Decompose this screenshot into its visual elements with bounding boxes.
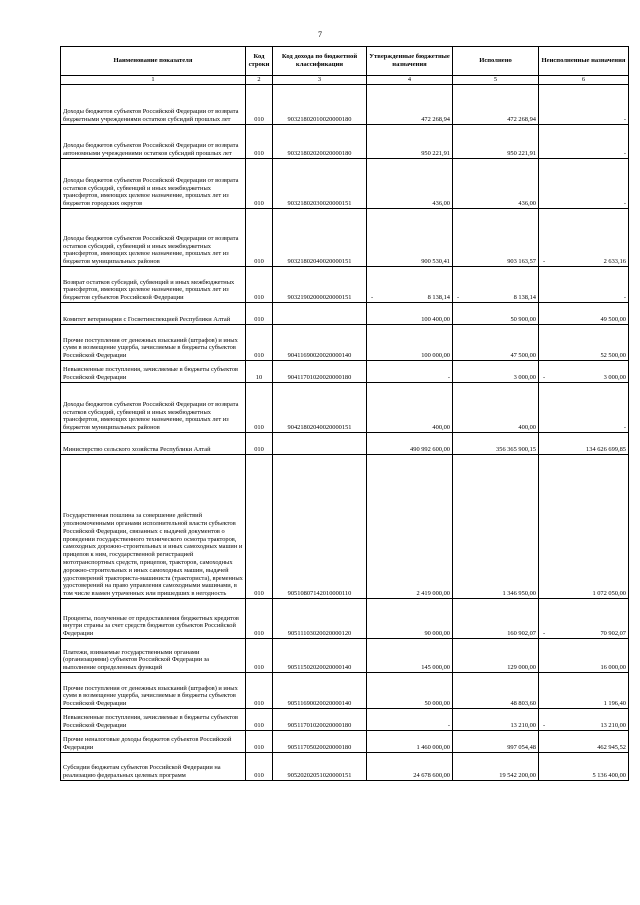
income-report-table <box>60 46 629 781</box>
column-number: 2 <box>246 76 273 85</box>
approved-amount <box>367 673 453 709</box>
indicator-name-value: Комитет ветеринарии с Госветинспекцией Республики Алтай <box>63 316 231 324</box>
indicator-name-value: Возврат остатков субсидий, субвенций и иных межбюджетных трансфертов, имеющих целевое назначение, прошлых лет из бюджетов субъектов Российской Федерации <box>63 278 235 302</box>
indicator-name <box>61 753 246 781</box>
header-income-code: Код дохода по бюджетной классификации <box>273 47 367 76</box>
executed-amount <box>453 85 539 125</box>
table-row <box>61 753 629 781</box>
line-code-value: 010 <box>254 590 264 598</box>
income-code <box>273 753 367 781</box>
unexecuted-amount-value: 5 136 400,00 <box>592 772 626 780</box>
line-code <box>246 361 273 383</box>
income-code <box>273 383 367 433</box>
approved-amount-value: 400,00 <box>432 424 450 432</box>
executed-amount-value: 50 900,00 <box>510 316 536 324</box>
unexecuted-amount <box>539 325 629 361</box>
executed-amount-value: 48 803,60 <box>510 700 536 708</box>
line-code <box>246 303 273 325</box>
table-row <box>61 599 629 639</box>
approved-amount <box>367 361 453 383</box>
indicator-name <box>61 709 246 731</box>
line-code <box>246 267 273 303</box>
income-code-value: 90321802040020000151 <box>287 258 352 266</box>
indicator-name <box>61 731 246 753</box>
indicator-name-value: Платежи, взимаемые государственными органами (организациями) субъектов Российской Федерации за выполнение определенных функций <box>63 648 210 672</box>
line-code <box>246 85 273 125</box>
approved-amount-value: 950 221,91 <box>421 150 450 158</box>
executed-amount-value: 3 000,00 <box>513 374 536 382</box>
executed-amount-value: 472 268,94 <box>507 116 536 124</box>
line-code-value: 010 <box>254 664 264 672</box>
approved-amount-value: 100 400,00 <box>421 316 450 324</box>
column-number: 4 <box>367 76 453 85</box>
indicator-name <box>61 639 246 673</box>
executed-amount-value: 400,00 <box>518 424 536 432</box>
executed-amount <box>453 599 539 639</box>
line-code-value: 010 <box>254 258 264 266</box>
approved-amount-value: 900 530,41 <box>421 258 450 266</box>
approved-amount-value: 436,00 <box>432 200 450 208</box>
table-row <box>61 709 629 731</box>
approved-amount-value: 24 678 600,00 <box>413 772 450 780</box>
table-row <box>61 325 629 361</box>
table-row <box>61 639 629 673</box>
executed-amount <box>453 709 539 731</box>
unexecuted-amount-value: 3 000,00 <box>603 374 626 382</box>
executed-amount <box>453 673 539 709</box>
approved-amount <box>367 325 453 361</box>
unexecuted-amount-value: - <box>623 200 626 208</box>
indicator-name <box>61 383 246 433</box>
approved-amount <box>367 383 453 433</box>
approved-amount <box>367 599 453 639</box>
indicator-name <box>61 303 246 325</box>
income-code <box>273 731 367 753</box>
income-code-value: 90321802020020000180 <box>287 150 352 158</box>
unexecuted-amount-value: 16 000,00 <box>600 664 626 672</box>
line-code-value: 010 <box>254 200 264 208</box>
unexecuted-amount <box>539 753 629 781</box>
line-code-value: 010 <box>254 150 264 158</box>
indicator-name <box>61 599 246 639</box>
unexecuted-amount <box>539 673 629 709</box>
header-executed: Исполнено <box>453 47 539 76</box>
line-code-value: 010 <box>254 316 264 324</box>
executed-amount <box>453 383 539 433</box>
unexecuted-amount <box>539 433 629 455</box>
income-code <box>273 599 367 639</box>
indicator-name-value: Прочие поступления от денежных взысканий (штрафов) и иных сумм в возмещение ущерба, зачисляемые в бюджеты субъектов Российской Федерации <box>63 684 238 708</box>
negative-sign: - <box>371 294 374 302</box>
executed-amount <box>453 455 539 599</box>
unexecuted-amount <box>539 267 629 303</box>
line-code <box>246 599 273 639</box>
indicator-name-value: Государственная пошлина за совершение действий уполномоченными органами исполнительной власти субъектов Российской Федерации, связанных с выдачей документов о проведении государственного технического осмотра тракторов, самоходных дорожно-строительных и иных самоходных машин и прицепов к ним, государственной регистрацией мототранспортных средств, прицепов, тракторов, самоходных дорожно-строительных и иных самоходных машин, выдачей удостоверений тракториста-машиниста (тракториста), временных удостоверений на право управления самоходными машинами, в том числе взамен утраченных или пришедших в негодность <box>63 512 243 598</box>
approved-amount <box>367 433 453 455</box>
executed-amount <box>453 303 539 325</box>
table-body <box>61 85 629 781</box>
approved-amount-value: 8 138,14 <box>427 294 450 302</box>
unexecuted-amount-value: 52 500,00 <box>600 352 626 360</box>
income-code-value: 90511103020020000120 <box>287 630 352 638</box>
executed-amount <box>453 639 539 673</box>
executed-amount-value: 1 346 950,00 <box>502 590 536 598</box>
table-row <box>61 433 629 455</box>
income-code-value: 90411690020020000140 <box>287 352 352 360</box>
unexecuted-amount <box>539 731 629 753</box>
executed-amount-value: 47 500,00 <box>510 352 536 360</box>
approved-amount <box>367 639 453 673</box>
income-code-value: 90421802040020000151 <box>287 424 352 432</box>
line-code-value: 010 <box>254 352 264 360</box>
indicator-name <box>61 455 246 599</box>
column-number: 6 <box>539 76 629 85</box>
unexecuted-amount-value: - <box>623 294 626 302</box>
line-code <box>246 731 273 753</box>
income-code <box>273 433 367 455</box>
income-code-value: 90510807142010000110 <box>287 590 352 598</box>
income-code-value: 90511502020020000140 <box>287 664 352 672</box>
executed-amount-value: 19 542 200,00 <box>499 772 536 780</box>
line-code <box>246 209 273 267</box>
line-code-value: 010 <box>254 744 264 752</box>
executed-amount <box>453 361 539 383</box>
unexecuted-amount-value: 462 945,52 <box>597 744 626 752</box>
unexecuted-amount-value: - <box>623 424 626 432</box>
line-code-value: 010 <box>254 446 264 454</box>
income-code-value: 90321802010020000180 <box>287 116 352 124</box>
approved-amount <box>367 267 453 303</box>
indicator-name <box>61 85 246 125</box>
line-code-value: 010 <box>254 116 264 124</box>
indicator-name <box>61 433 246 455</box>
income-code <box>273 159 367 209</box>
approved-amount-value: - <box>447 722 450 730</box>
income-code <box>273 125 367 159</box>
approved-amount-value: 1 460 000,00 <box>416 744 450 752</box>
header-unexecuted: Неисполненные назначения <box>539 47 629 76</box>
approved-amount <box>367 125 453 159</box>
line-code-value: 010 <box>254 722 264 730</box>
income-code-value: 90511705020020000180 <box>287 744 352 752</box>
indicator-name-value: Невыясненные поступления, зачисляемые в бюджеты субъектов Российской Федерации <box>63 366 239 382</box>
income-code-value: 90411701020020000180 <box>287 374 352 382</box>
approved-amount-value: 145 000,00 <box>421 664 450 672</box>
approved-amount <box>367 159 453 209</box>
executed-amount <box>453 125 539 159</box>
income-code <box>273 639 367 673</box>
header-approved: Утвержденные бюджетные назначения <box>367 47 453 76</box>
indicator-name-value: Доходы бюджетов субъектов Российской Федерации от возврата остатков субсидий, субвенций и иных межбюджетных трансфертов, имеющих целевое назначение, прошлых лет из бюджетов муниципальных районов <box>63 234 239 266</box>
header-indicator-name: Наименование показателя <box>61 47 246 76</box>
income-code-value: 90520202051020000151 <box>287 772 352 780</box>
negative-sign: - <box>543 722 546 730</box>
approved-amount-value: 50 000,00 <box>424 700 450 708</box>
approved-amount-value: 490 992 600,00 <box>410 446 450 454</box>
indicator-name-value: Прочие неналоговые доходы бюджетов субъектов Российской Федерации <box>63 736 232 752</box>
line-code <box>246 125 273 159</box>
income-code <box>273 267 367 303</box>
approved-amount <box>367 85 453 125</box>
income-code <box>273 361 367 383</box>
executed-amount-value: 129 000,00 <box>507 664 536 672</box>
executed-amount-value: 903 163,57 <box>507 258 536 266</box>
indicator-name-value: Доходы бюджетов субъектов Российской Федерации от возврата автономными учреждениями остатков субсидий прошлых лет <box>63 142 239 158</box>
indicator-name-value: Проценты, полученные от предоставления бюджетных кредитов внутри страны за счет средств бюджетов субъектов Российской Федерации <box>63 614 239 638</box>
unexecuted-amount <box>539 303 629 325</box>
approved-amount <box>367 455 453 599</box>
table-row <box>61 303 629 325</box>
unexecuted-amount-value: - <box>623 150 626 158</box>
approved-amount-value: 90 000,00 <box>424 630 450 638</box>
income-code <box>273 325 367 361</box>
table-row <box>61 159 629 209</box>
table-row <box>61 209 629 267</box>
table-row <box>61 673 629 709</box>
executed-amount-value: 356 365 900,15 <box>496 446 536 454</box>
indicator-name-value: Доходы бюджетов субъектов Российской Федерации от возврата остатков субсидий, субвенций и иных межбюджетных трансфертов, имеющих целевое назначение, прошлых лет из бюджетов муниципальных районов <box>63 400 239 432</box>
unexecuted-amount-value: - <box>623 116 626 124</box>
approved-amount <box>367 303 453 325</box>
unexecuted-amount-value: 2 633,16 <box>603 258 626 266</box>
unexecuted-amount-value: 49 500,00 <box>600 316 626 324</box>
income-code <box>273 303 367 325</box>
line-code <box>246 673 273 709</box>
unexecuted-amount-value: 13 210,00 <box>600 722 626 730</box>
unexecuted-amount-value: 70 902,07 <box>600 630 626 638</box>
indicator-name <box>61 325 246 361</box>
line-code <box>246 709 273 731</box>
executed-amount <box>453 159 539 209</box>
column-number-row <box>61 76 629 85</box>
page-number: 7 <box>318 30 322 39</box>
line-code <box>246 455 273 599</box>
indicator-name <box>61 361 246 383</box>
indicator-name-value: Министерство сельского хозяйства Республики Алтай <box>63 446 211 454</box>
unexecuted-amount <box>539 85 629 125</box>
column-number: 3 <box>273 76 367 85</box>
executed-amount-value: 160 902,07 <box>507 630 536 638</box>
approved-amount <box>367 709 453 731</box>
line-code <box>246 753 273 781</box>
table-row <box>61 455 629 599</box>
unexecuted-amount <box>539 209 629 267</box>
executed-amount-value: 13 210,00 <box>510 722 536 730</box>
indicator-name <box>61 209 246 267</box>
approved-amount-value: 100 000,00 <box>421 352 450 360</box>
executed-amount <box>453 325 539 361</box>
approved-amount <box>367 731 453 753</box>
income-code-value: 90511701020020000180 <box>287 722 352 730</box>
unexecuted-amount-value: 1 196,40 <box>603 700 626 708</box>
income-code <box>273 209 367 267</box>
column-number: 5 <box>453 76 539 85</box>
indicator-name <box>61 267 246 303</box>
negative-sign: - <box>543 630 546 638</box>
table-row <box>61 361 629 383</box>
indicator-name <box>61 159 246 209</box>
line-code-value: 010 <box>254 424 264 432</box>
unexecuted-amount <box>539 159 629 209</box>
unexecuted-amount <box>539 709 629 731</box>
executed-amount <box>453 433 539 455</box>
income-code <box>273 709 367 731</box>
indicator-name-value: Субсидии бюджетам субъектов Российской Федерации на реализацию федеральных целевых программ <box>63 764 221 780</box>
indicator-name <box>61 673 246 709</box>
approved-amount-value: - <box>447 374 450 382</box>
unexecuted-amount <box>539 455 629 599</box>
line-code-value: 010 <box>254 772 264 780</box>
unexecuted-amount-value: 1 072 050,00 <box>592 590 626 598</box>
line-code-value: 010 <box>254 700 264 708</box>
header-line-code: Код строки <box>246 47 273 76</box>
executed-amount-value: 950 221,91 <box>507 150 536 158</box>
executed-amount-value: 436,00 <box>518 200 536 208</box>
income-code <box>273 85 367 125</box>
income-code-value: 90321802030020000151 <box>287 200 352 208</box>
unexecuted-amount <box>539 599 629 639</box>
negative-sign: - <box>543 374 546 382</box>
table-row <box>61 85 629 125</box>
executed-amount <box>453 267 539 303</box>
executed-amount <box>453 753 539 781</box>
income-code-value: 90321902000020000151 <box>287 294 352 302</box>
executed-amount-value: 997 054,48 <box>507 744 536 752</box>
line-code-value: 10 <box>255 374 263 382</box>
line-code-value: 010 <box>254 630 264 638</box>
executed-amount <box>453 209 539 267</box>
approved-amount-value: 2 419 000,00 <box>416 590 450 598</box>
indicator-name-value: Прочие поступления от денежных взысканий (штрафов) и иных сумм в возмещение ущерба, зачисляемые в бюджеты субъектов Российской Федерации <box>63 336 238 360</box>
line-code <box>246 383 273 433</box>
header-row <box>61 47 629 76</box>
unexecuted-amount <box>539 361 629 383</box>
unexecuted-amount <box>539 125 629 159</box>
indicator-name-value: Доходы бюджетов субъектов Российской Федерации от возврата остатков субсидий, субвенций и иных межбюджетных трансфертов, имеющих целевое назначение, прошлых лет из бюджетов городских округов <box>63 176 239 208</box>
indicator-name-value: Невыясненные поступления, зачисляемые в бюджеты субъектов Российской Федерации <box>63 714 239 730</box>
negative-sign: - <box>543 258 546 266</box>
income-code-value: 90511690020020000140 <box>287 700 352 708</box>
indicator-name <box>61 125 246 159</box>
approved-amount-value: 472 268,94 <box>421 116 450 124</box>
line-code-value: 010 <box>254 294 264 302</box>
negative-sign: - <box>457 294 460 302</box>
column-number: 1 <box>61 76 246 85</box>
table-row <box>61 125 629 159</box>
income-code <box>273 455 367 599</box>
indicator-name-value: Доходы бюджетов субъектов Российской Федерации от возврата бюджетными учреждениями остатков субсидий прошлых лет <box>63 108 239 124</box>
executed-amount <box>453 731 539 753</box>
table-row <box>61 267 629 303</box>
table-row <box>61 383 629 433</box>
income-code <box>273 673 367 709</box>
unexecuted-amount <box>539 639 629 673</box>
executed-amount-value: 8 138,14 <box>513 294 536 302</box>
unexecuted-amount <box>539 383 629 433</box>
approved-amount <box>367 209 453 267</box>
unexecuted-amount-value: 134 626 699,85 <box>586 446 626 454</box>
line-code <box>246 639 273 673</box>
line-code <box>246 159 273 209</box>
line-code <box>246 433 273 455</box>
table-row <box>61 731 629 753</box>
approved-amount <box>367 753 453 781</box>
line-code <box>246 325 273 361</box>
